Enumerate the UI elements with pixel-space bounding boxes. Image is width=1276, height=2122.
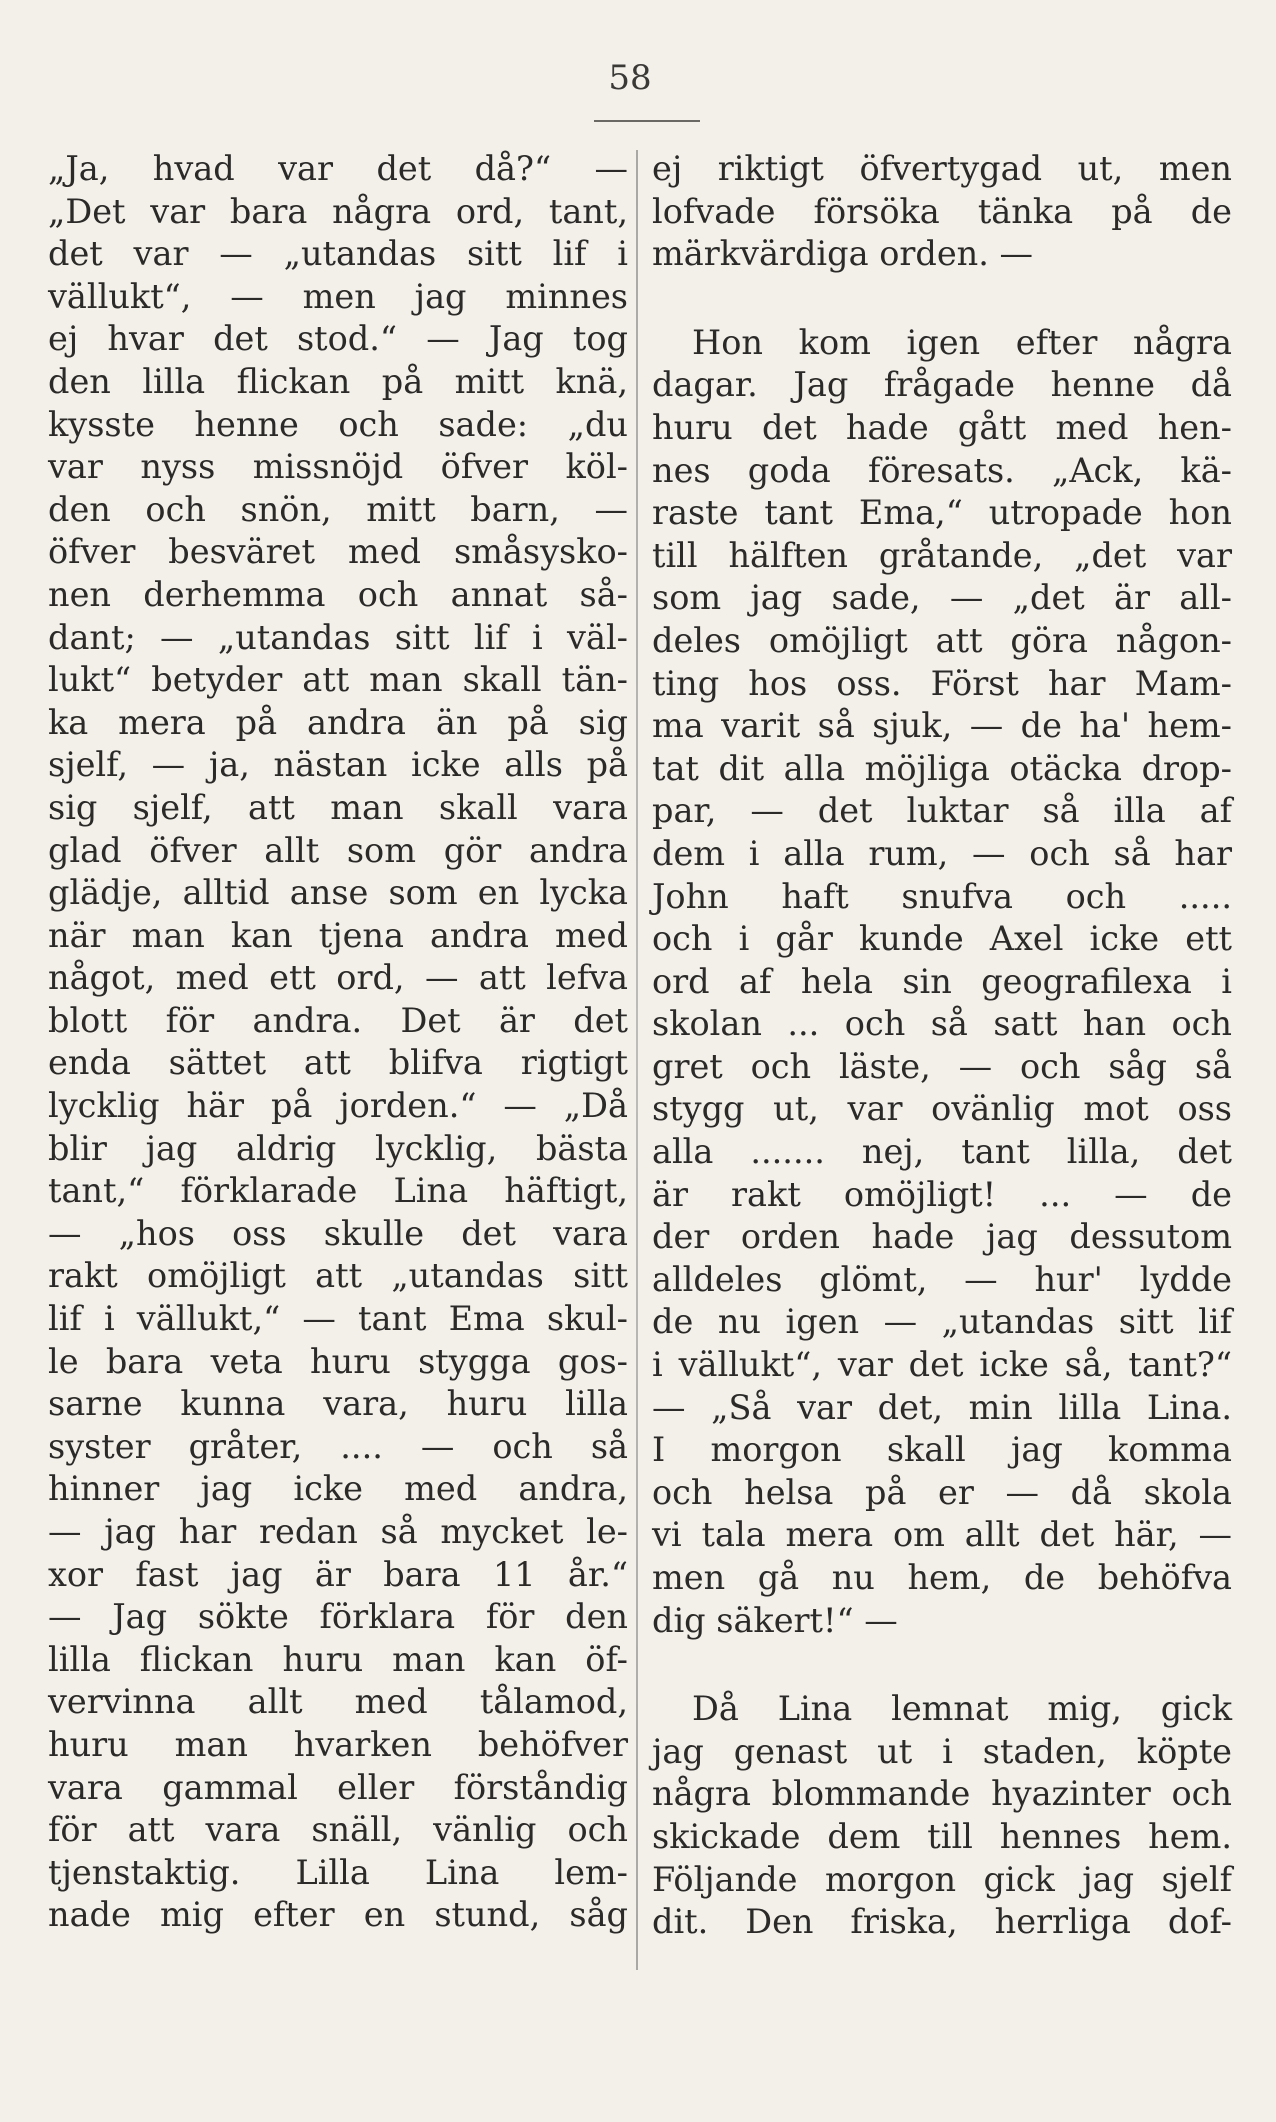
text-line: „Ja, hvad var det då?“ — <box>48 149 628 188</box>
text-line: jag genast ut i staden, köpte <box>652 1731 1232 1771</box>
text-line: hinner jag icke med andra, <box>48 1469 628 1509</box>
left-column <box>48 148 628 1937</box>
text-line: var nyss missnöjd öfver köl- <box>48 447 628 487</box>
text-line: sjelf, — ja, nästan icke alls på <box>48 745 628 785</box>
text-line: lycklig här på jorden.“ — „Då <box>48 1086 628 1126</box>
text-line: den och snön, mitt barn, — <box>48 489 628 529</box>
text-line: Då Lina lemnat mig, gick <box>692 1689 1232 1729</box>
text-line: ka mera på andra än på sig <box>48 702 628 742</box>
paragraph-gap <box>652 276 1232 322</box>
text-line: för att vara snäll, vänlig och <box>48 1810 628 1850</box>
text-line: John haft snufva och ..... <box>652 876 1232 916</box>
text-line: huru det hade gått med hen- <box>652 407 1232 447</box>
text-line: — Jag sökte förklara för den <box>48 1597 628 1637</box>
text-line: något, med ett ord, — att lefva <box>48 958 628 998</box>
text-line: der orden hade jag dessutom <box>652 1217 1232 1257</box>
text-line: dig säkert!“ — <box>652 1600 898 1640</box>
text-line: sarne kunna vara, huru lilla <box>48 1384 628 1424</box>
header-rule <box>594 120 700 122</box>
text-line: tjenstaktig. Lilla Lina lem- <box>48 1852 628 1892</box>
text-line: blir jag aldrig lycklig, bästa <box>48 1128 628 1168</box>
text-line: — „hos oss skulle det vara <box>48 1213 628 1253</box>
text-line: till hälften gråtande, „det var <box>652 535 1232 575</box>
text-line: nes goda föresats. „Ack, kä- <box>652 450 1232 490</box>
text-line: rakt omöjligt att „utandas sitt <box>48 1256 628 1296</box>
right-column <box>652 148 1232 1944</box>
text-line: vi tala mera om allt det här, — <box>652 1515 1232 1555</box>
paragraph-gap <box>652 1642 1232 1688</box>
text-line: den lilla flickan på mitt knä, <box>48 361 628 401</box>
text-line: „Det var bara några ord, tant, <box>48 191 628 231</box>
text-line: huru man hvarken behöfver <box>48 1724 628 1764</box>
text-line: glad öfver allt som gör andra <box>48 830 628 870</box>
paragraph-3 <box>652 1688 1232 1944</box>
text-line: — jag har redan så mycket le- <box>48 1512 628 1551</box>
text-line: några blommande hyazinter och <box>652 1774 1232 1814</box>
text-line: dem i alla rum, — och så har <box>652 833 1232 873</box>
text-line: enda sättet att blifva rigtigt <box>48 1043 628 1083</box>
text-line: raste tant Ema,“ utropade hon <box>652 493 1232 533</box>
text-line: lofvade försöka tänka på de <box>652 191 1232 231</box>
text-line: nen derhemma och annat så- <box>48 574 628 614</box>
text-line: ord af hela sin geografilexa i <box>652 961 1232 1001</box>
text-line: i vällukt“, var det icke så, tant?“ <box>652 1345 1232 1385</box>
text-line: I morgon skall jag komma <box>652 1430 1232 1470</box>
text-line: Följande morgon gick jag sjelf <box>652 1859 1232 1899</box>
text-line: och helsa på er — då skola <box>652 1472 1232 1512</box>
text-line: lif i vällukt,“ — tant Ema skul- <box>48 1299 628 1339</box>
text-line: vara gammal eller förståndig <box>48 1767 628 1807</box>
text-line: blott för andra. Det är det <box>48 1000 628 1040</box>
text-line: märkvärdiga orden. — <box>652 234 1034 274</box>
text-line: dagar. Jag frågade henne då <box>652 365 1232 405</box>
text-line: lukt“ betyder att man skall tän- <box>48 660 628 700</box>
text-line: nade mig efter en stund, såg <box>48 1895 628 1935</box>
text-line: glädje, alltid anse som en lycka <box>48 873 628 913</box>
text-line: de nu igen — „utandas sitt lif <box>652 1302 1232 1342</box>
text-line: gret och läste, — och såg så <box>652 1046 1232 1086</box>
text-line: skolan ... och så satt han och <box>652 1004 1232 1044</box>
column-divider <box>636 150 638 1970</box>
text-line: skickade dem till hennes hem. <box>652 1816 1232 1856</box>
text-line: xor fast jag är bara 11 år.“ <box>48 1554 628 1594</box>
text-line: stygg ut, var ovänlig mot oss <box>652 1089 1232 1129</box>
text-line: dit. Den friska, herrliga dof- <box>652 1902 1232 1942</box>
text-line: som jag sade, — „det är all- <box>652 578 1232 618</box>
text-line: vervinna allt med tålamod, <box>48 1682 628 1722</box>
text-line: öfver besväret med småsysko- <box>48 532 628 572</box>
text-line: är rakt omöjligt! ... — de <box>652 1174 1232 1214</box>
text-line: dant; — „utandas sitt lif i väl- <box>48 617 628 657</box>
text-line: ej hvar det stod.“ — Jag tog <box>48 319 628 359</box>
text-line: och i går kunde Axel icke ett <box>652 919 1232 959</box>
text-line: le bara veta huru stygga gos- <box>48 1341 628 1381</box>
text-line: ting hos oss. Först har Mam- <box>652 663 1232 703</box>
text-line: ej riktigt öfvertygad ut, men <box>652 149 1232 188</box>
text-line: men gå nu hem, de behöfva <box>652 1558 1232 1597</box>
text-line: Hon kom igen efter några <box>692 322 1232 362</box>
text-line: ma varit så sjuk, — de ha' hem- <box>652 706 1232 746</box>
text-line: tant,“ förklarade Lina häftigt, <box>48 1171 628 1211</box>
text-line: kysste henne och sade: „du <box>48 404 628 444</box>
text-line: syster gråter, .... — och så <box>48 1426 628 1466</box>
text-line: sig sjelf, att man skall vara <box>48 787 628 827</box>
paragraph-1 <box>652 148 1232 276</box>
text-line: alldeles glömt, — hur' lydde <box>652 1259 1232 1299</box>
text-line: deles omöjligt att göra någon- <box>652 620 1232 660</box>
text-line: par, — det luktar så illa af <box>652 791 1232 831</box>
page-number: 58 <box>608 58 652 98</box>
text-line: det var — „utandas sitt lif i <box>48 234 628 274</box>
text-line: när man kan tjena andra med <box>48 915 628 955</box>
paragraph-2 <box>652 322 1232 1642</box>
text-line: vällukt“, — men jag minnes <box>48 276 628 316</box>
text-line: lilla flickan huru man kan öf- <box>48 1639 628 1679</box>
text-line: tat dit alla möjliga otäcka drop- <box>652 748 1232 788</box>
text-line: alla ....... nej, tant lilla, det <box>652 1132 1232 1172</box>
text-line: — „Så var det, min lilla Lina. <box>652 1387 1232 1427</box>
